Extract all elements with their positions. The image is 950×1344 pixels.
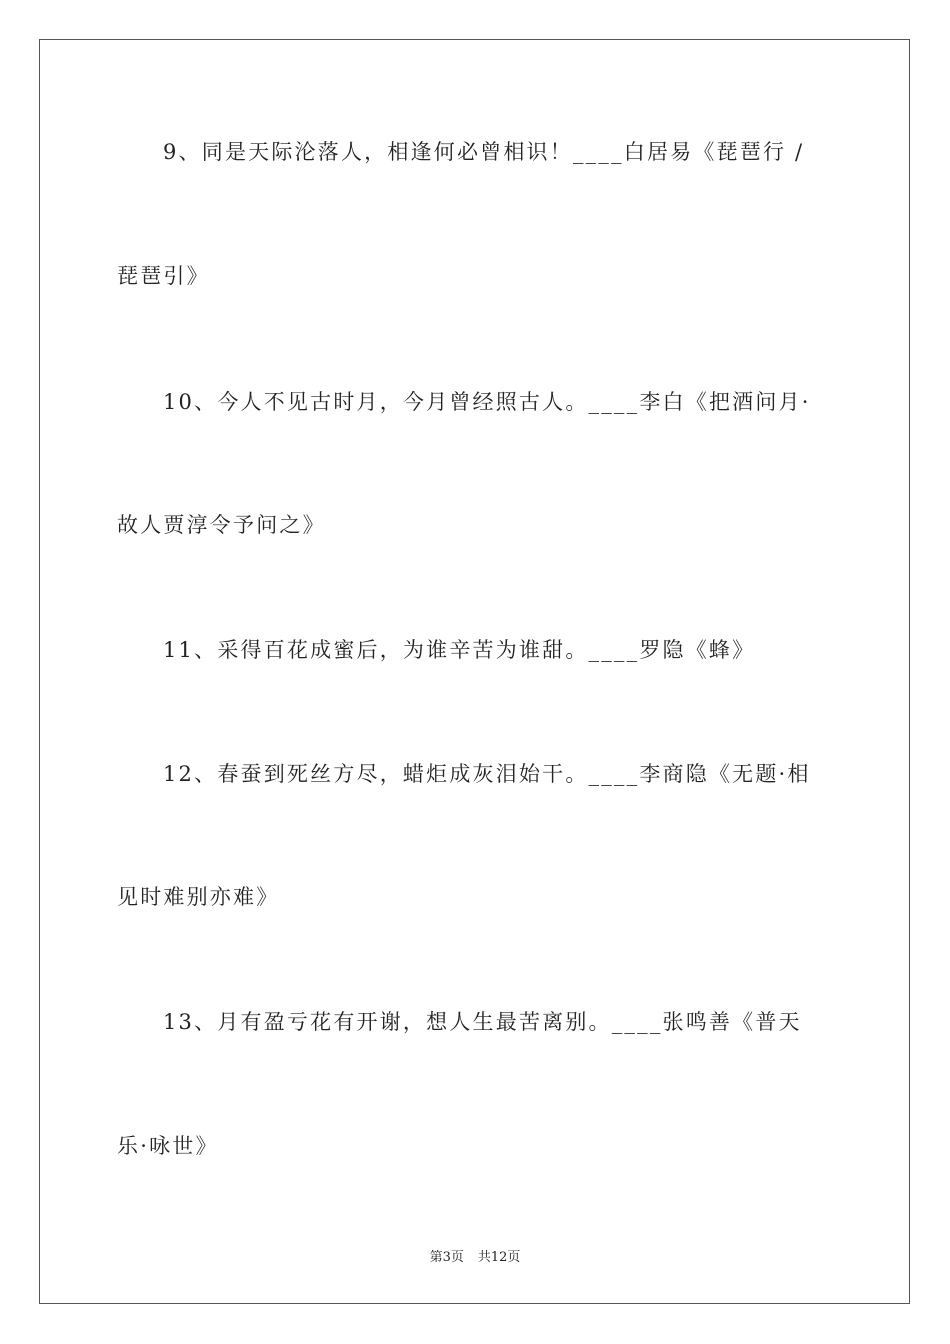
page-frame bbox=[39, 39, 910, 1304]
quote-10-line-2: 故人贾淳令予问之》 bbox=[117, 513, 326, 537]
quote-9-line-2: 琵琶引》 bbox=[117, 264, 210, 288]
quote-13-line-2: 乐·咏世》 bbox=[117, 1134, 219, 1158]
page-number: 第3页 bbox=[429, 1250, 464, 1265]
quote-12-line-2: 见时难别亦难》 bbox=[117, 885, 280, 909]
quote-10-line-1: 10、今人不见古时月，今月曾经照古人。____李白《把酒问月· bbox=[163, 390, 811, 414]
quote-9-line-1: 9、同是天际沦落人，相逢何必曾相识！____白居易《琵琶行 / bbox=[163, 140, 805, 164]
quote-11-line-1: 11、采得百花成蜜后，为谁辛苦为谁甜。____罗隐《蜂》 bbox=[163, 638, 756, 662]
page-footer bbox=[0, 1246, 950, 1265]
page-total: 共12页 bbox=[477, 1250, 521, 1265]
quote-13-line-1: 13、月有盈亏花有开谢，想人生最苦离别。____张鸣善《普天 bbox=[163, 1010, 802, 1034]
quote-12-line-1: 12、春蚕到死丝方尽，蜡炬成灰泪始干。____李商隐《无题·相 bbox=[163, 762, 811, 786]
